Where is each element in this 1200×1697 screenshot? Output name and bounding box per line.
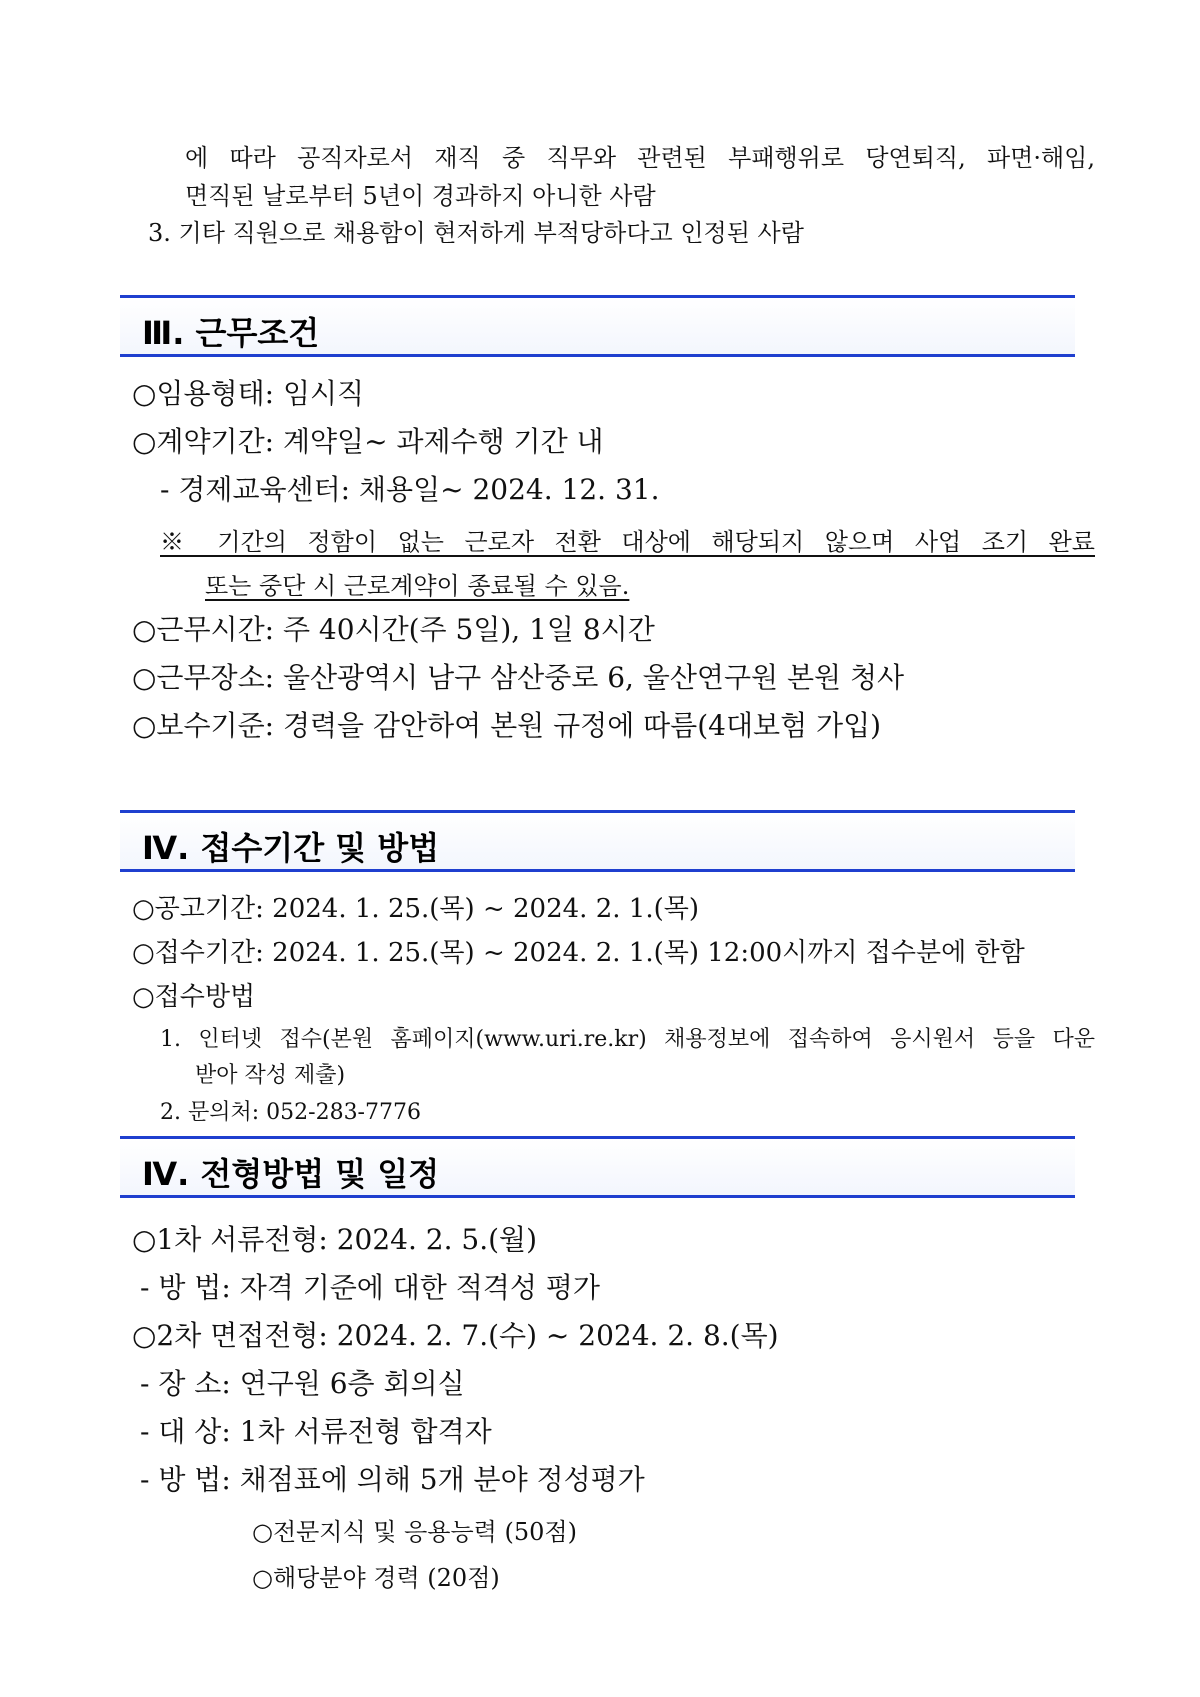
note-line-2: 또는 중단 시 근로계약이 종료될 수 있음. [205,572,630,600]
item-contact: 2. 문의처: 052-283-7776 [160,1100,421,1125]
item-interview-target: - 대 상: 1차 서류전형 합격자 [140,1415,492,1448]
intro-line-2: 면직된 날로부터 5년이 경과하지 아니한 사람 [185,182,656,210]
item-application-method: ○접수방법 [132,982,256,1012]
item-salary: ○보수기준: 경력을 감안하여 본원 규정에 따름(4대보험 가입) [132,709,882,742]
method-line-2: 받아 작성 제출) [195,1063,346,1088]
note-line-1: ※ 기간의 정함이 없는 근로자 전환 대상에 해당되지 않으며 사업 조기 완료 [160,528,1095,556]
intro-line-1: 에 따라 공직자로서 재직 중 직무와 관련된 부패행위로 당연퇴직, 파면·해임, [185,144,1095,172]
item-employment-type: ○임용형태: 임시직 [132,377,365,410]
item-interview: ○2차 면접전형: 2024. 2. 7.(수) ~ 2024. 2. 8.(목) [132,1319,779,1352]
item-screening-method: - 방 법: 자격 기준에 대한 적격성 평가 [140,1271,600,1304]
item-document-screening: ○1차 서류전형: 2024. 2. 5.(월) [132,1223,538,1256]
item-application-period: ○접수기간: 2024. 1. 25.(목) ~ 2024. 2. 1.(목) 12:00시까지 접수분에 한함 [132,938,1025,968]
item-work-location: ○근무장소: 울산광역시 남구 삼산중로 6, 울산연구원 본원 청사 [132,661,905,694]
item-interview-location: - 장 소: 연구원 6층 회의실 [140,1367,465,1400]
section-title: Ⅲ. 근무조건 [142,314,320,352]
item-work-hours: ○근무시간: 주 40시간(주 5일), 1일 8시간 [132,613,655,646]
item-interview-method: - 방 법: 채점표에 의해 5개 분야 정성평가 [140,1463,645,1496]
item-economic-center: - 경제교육센터: 채용일~ 2024. 12. 31. [160,473,660,506]
section-heading-work-conditions [120,295,1075,357]
section-title: Ⅳ. 접수기간 및 방법 [142,829,440,867]
item-contract-period: ○계약기간: 계약일~ 과제수행 기간 내 [132,425,604,458]
item-announcement-period: ○공고기간: 2024. 1. 25.(목) ~ 2024. 2. 1.(목) [132,894,699,924]
criteria-experience: ○해당분야 경력 (20점) [252,1564,500,1592]
intro-line-3: 3. 기타 직원으로 채용함이 현저하게 부적당하다고 인정된 사람 [148,219,804,247]
section-title: Ⅳ. 전형방법 및 일정 [142,1155,440,1193]
criteria-expertise: ○전문지식 및 응용능력 (50점) [252,1518,577,1546]
section-heading-selection [120,1136,1075,1198]
method-line-1: 1. 인터넷 접수(본원 홈페이지(www.uri.re.kr) 채용정보에 접속하여 응시원서 등을 다운 [160,1027,1095,1052]
section-heading-application [120,810,1075,872]
